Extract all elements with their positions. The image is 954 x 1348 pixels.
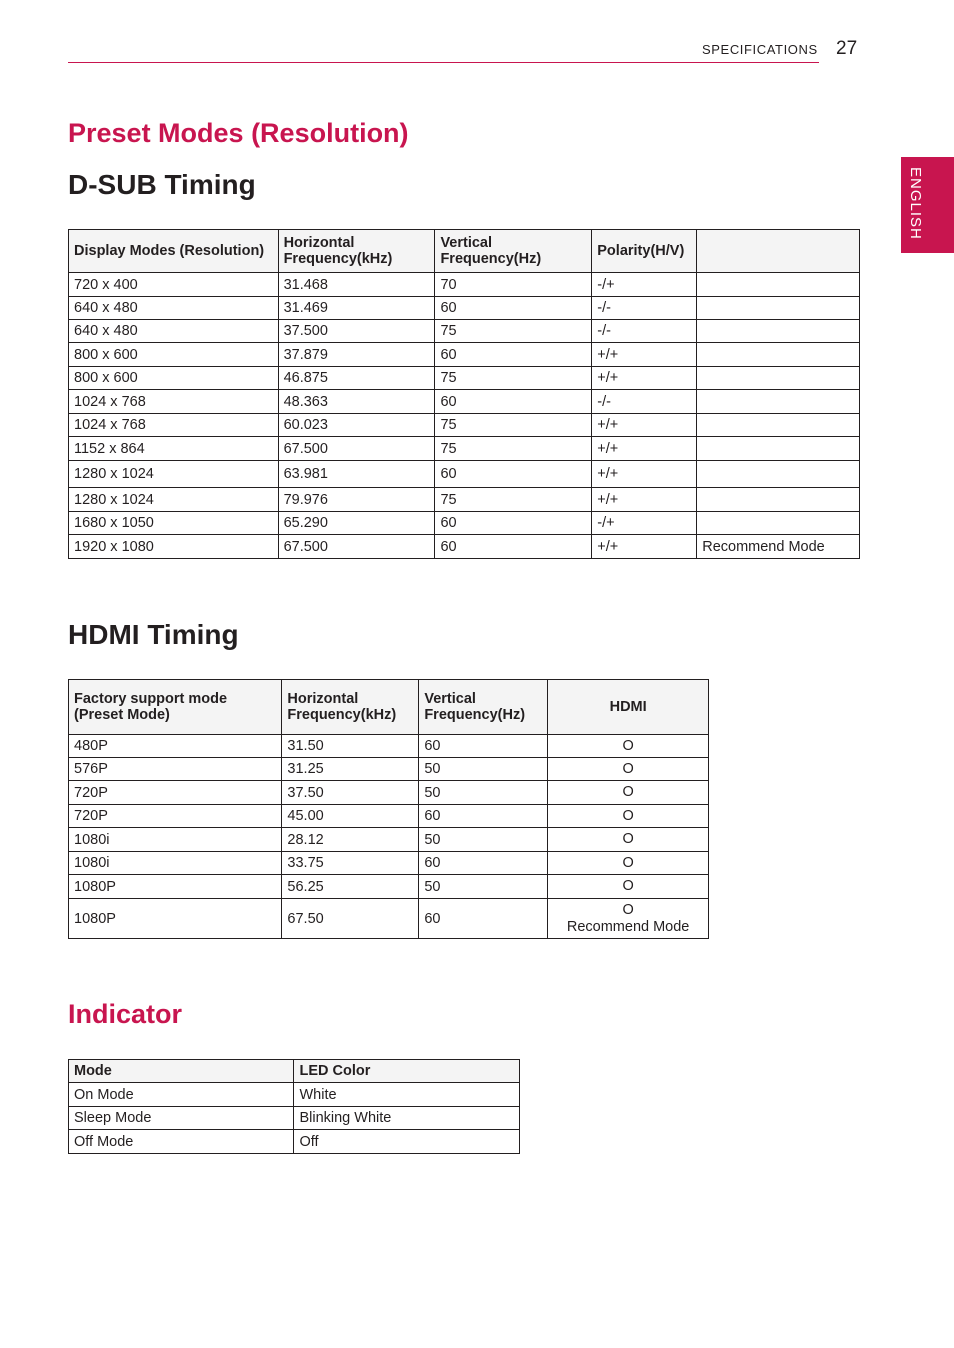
table-cell [697,414,860,437]
table-cell: 60 [435,512,592,535]
table-cell: Recommend Mode [697,535,860,559]
column-header [697,230,860,273]
table-cell: 640 x 480 [69,320,279,343]
table-row [69,320,860,343]
table-row [69,367,860,390]
table-cell [548,875,709,899]
table-cell: 75 [435,367,592,390]
table-cell: +/+ [592,343,697,367]
support-mark: O [622,831,634,847]
page-number: 27 [836,38,858,59]
table-cell: 60 [419,852,548,875]
table-row [69,512,860,535]
table-row [69,875,709,899]
table-row [69,297,860,320]
support-mark: O [622,854,634,871]
table-cell: 1680 x 1050 [69,512,279,535]
table-cell: 1024 x 768 [69,414,279,437]
column-header: Polarity(H/V) [592,230,697,273]
table-cell [548,735,709,758]
table-cell: 37.500 [278,320,435,343]
table-cell: Off [294,1130,520,1154]
table-row [69,735,709,758]
table-row [69,781,709,805]
table-cell: 1080P [69,875,282,899]
table-cell: 60 [435,535,592,559]
table-cell: 67.50 [282,899,419,939]
table-cell: 50 [419,781,548,805]
table-cell: 37.879 [278,343,435,367]
column-header: Horizontal Frequency(kHz) [278,230,435,273]
table-cell: 79.976 [278,488,435,512]
table-cell: 60 [419,735,548,758]
table-cell: 800 x 600 [69,343,279,367]
support-mark: O [622,760,634,777]
table-row [69,828,709,852]
table-cell: +/+ [592,535,697,559]
support-mark: O [622,878,634,894]
hdmi-timing-table [68,679,709,939]
table-cell [697,390,860,414]
table-cell [548,758,709,781]
table-row [69,852,709,875]
table-cell: 31.469 [278,297,435,320]
preset-modes-title: Preset Modes (Resolution) [68,118,409,148]
table-cell: 56.25 [282,875,419,899]
column-header: Vertical Frequency(Hz) [435,230,592,273]
table-row [69,414,860,437]
column-header: LED Color [294,1060,520,1083]
table-cell: 28.12 [282,828,419,852]
table-cell: 1080i [69,852,282,875]
table-row [69,805,709,828]
language-tab-label: ENGLISH [907,167,924,240]
hdmi-timing-title: HDMI Timing [68,619,239,650]
indicator-table [68,1059,520,1154]
dsub-timing-table [68,229,860,559]
indicator-title: Indicator [68,999,183,1029]
table-cell: 640 x 480 [69,297,279,320]
table-cell: White [294,1083,520,1107]
table-cell: +/+ [592,488,697,512]
table-cell: 60 [419,899,548,939]
table-cell: 1024 x 768 [69,390,279,414]
table-cell: 60 [435,297,592,320]
table-cell: 800 x 600 [69,367,279,390]
table-cell: 63.981 [278,461,435,488]
column-header: HDMI [548,680,709,735]
support-mark: O [622,737,634,754]
table-cell: 576P [69,758,282,781]
table-cell [697,367,860,390]
table-row [69,343,860,367]
column-header: Vertical Frequency(Hz) [419,680,548,735]
table-cell: -/+ [592,512,697,535]
table-cell: Off Mode [69,1130,294,1154]
table-cell: Blinking White [294,1107,520,1130]
table-row [69,461,860,488]
table-cell: 1280 x 1024 [69,488,279,512]
table-cell: -/- [592,320,697,343]
table-cell [697,343,860,367]
table-cell: 1152 x 864 [69,437,279,461]
table-cell: 70 [435,273,592,297]
table-row [69,1083,520,1107]
table-cell: 75 [435,414,592,437]
running-header-section: SPECIFICATIONS [702,42,818,57]
column-header: Mode [69,1060,294,1083]
table-cell [697,273,860,297]
recommend-note: Recommend Mode [566,918,690,935]
table-cell: 50 [419,828,548,852]
table-cell: -/+ [592,273,697,297]
table-row [69,273,860,297]
table-cell [697,488,860,512]
support-mark: O [622,784,634,800]
table-cell: 720 x 400 [69,273,279,297]
table-cell: On Mode [69,1083,294,1107]
table-cell: -/- [592,297,697,320]
table-cell: 720P [69,781,282,805]
table-cell: 60 [435,343,592,367]
table-cell: 48.363 [278,390,435,414]
table-cell: 65.290 [278,512,435,535]
table-header-row [69,680,709,735]
table-cell [697,437,860,461]
table-cell: 37.50 [282,781,419,805]
table-cell: 1080P [69,899,282,939]
table-cell: 75 [435,488,592,512]
table-cell: 60 [419,805,548,828]
language-tab [901,157,954,253]
column-header: Display Modes (Resolution) [69,230,279,273]
table-cell: 60 [435,461,592,488]
table-row [69,1130,520,1154]
support-mark: O [622,807,634,824]
column-header: Factory support mode (Preset Mode) [69,680,282,735]
column-header: Horizontal Frequency(kHz) [282,680,419,735]
table-cell: 46.875 [278,367,435,390]
table-cell: 31.25 [282,758,419,781]
table-cell [548,781,709,805]
table-cell: 50 [419,758,548,781]
table-cell: 1280 x 1024 [69,461,279,488]
header-rule [68,62,819,63]
table-cell: -/- [592,390,697,414]
table-cell: +/+ [592,367,697,390]
table-row [69,390,860,414]
table-row [69,437,860,461]
table-cell [548,805,709,828]
table-cell: 67.500 [278,535,435,559]
table-cell [697,297,860,320]
table-cell: 33.75 [282,852,419,875]
table-header-row [69,1060,520,1083]
table-cell: 31.468 [278,273,435,297]
table-row [69,488,860,512]
table-cell: 60.023 [278,414,435,437]
table-cell [697,461,860,488]
table-cell: 45.00 [282,805,419,828]
table-cell: +/+ [592,437,697,461]
table-cell: +/+ [592,414,697,437]
table-cell: Sleep Mode [69,1107,294,1130]
table-cell [548,899,709,939]
table-cell: 480P [69,735,282,758]
table-cell: +/+ [592,461,697,488]
table-cell: 75 [435,437,592,461]
dsub-timing-title: D-SUB Timing [68,169,256,200]
table-cell: 720P [69,805,282,828]
table-cell: 1080i [69,828,282,852]
table-cell [548,852,709,875]
table-cell: 60 [435,390,592,414]
table-cell [697,320,860,343]
table-row [69,758,709,781]
support-mark: O [622,901,634,918]
table-row [69,1107,520,1130]
table-cell: 1920 x 1080 [69,535,279,559]
table-cell: 50 [419,875,548,899]
table-row [69,535,860,559]
table-header-row [69,230,860,273]
table-cell [548,828,709,852]
table-cell: 75 [435,320,592,343]
table-row [69,899,709,939]
table-cell: 31.50 [282,735,419,758]
table-cell [697,512,860,535]
table-cell: 67.500 [278,437,435,461]
